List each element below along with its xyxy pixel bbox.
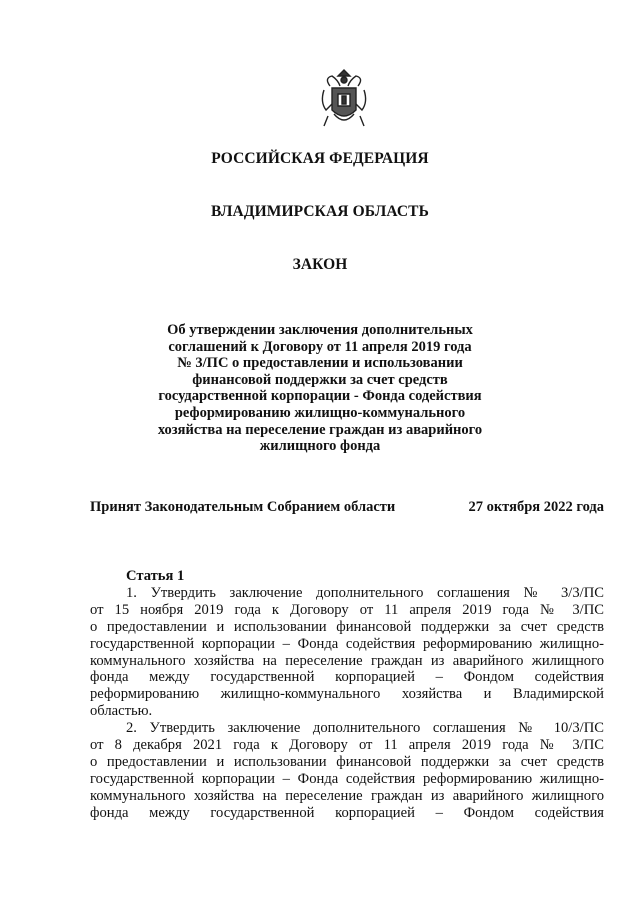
paragraph-2 [90, 720, 604, 821]
paragraph-line: государственной корпорации – Фонда содействия реформированию жилищно- [90, 770, 604, 787]
law-title-line: жилищного фонда [259, 438, 381, 455]
paragraph-line: коммунального хозяйства на переселение граждан из аварийного жилищного [90, 787, 604, 804]
adoption-date: 27 октября 2022 года [468, 499, 604, 515]
paragraph-line: областью. [90, 703, 153, 720]
law-title-line: № 3/ПС о предоставлении и использовании [177, 355, 463, 372]
paragraph-line: о предоставлении и использовании финансовой поддержки за счет средств [90, 753, 604, 770]
law-title-line: государственной корпорации - Фонда содействия [158, 388, 482, 405]
document-type-heading: ЗАКОН [292, 256, 348, 273]
law-title-line: соглашений к Договору от 11 апреля 2019 года [168, 338, 472, 355]
paragraph-line: коммунального хозяйства на переселение граждан из аварийного жилищного [90, 652, 604, 669]
law-title-line: Об утверждении заключения дополнительных [167, 322, 473, 338]
paragraph-line: фонда между государственной корпорацией – Фондом содействия [90, 669, 604, 686]
law-title-line: реформированию жилищно-коммунального [174, 404, 466, 421]
paragraph-line: фонда между государственной корпорацией – Фондом содействия [90, 804, 604, 821]
coat-of-arms-emblem [318, 68, 370, 130]
law-title-line: финансовой поддержки за счет средств [192, 371, 448, 388]
paragraph-line: от 8 декабря 2021 года к Договору от 11 апреля 2019 года № 3/ПС [90, 737, 604, 754]
paragraph-line: 1. Утвердить заключение дополнительного соглашения № 3/3/ПС [126, 584, 604, 601]
paragraph-line: государственной корпорации – Фонда содействия реформированию жилищно- [90, 635, 604, 652]
paragraph-1 [90, 585, 604, 720]
paragraph-line: 2. Утвердить заключение дополнительного соглашения № 10/3/ПС [126, 720, 604, 737]
paragraph-line: реформированию жилищно-коммунального хозяйства и Владимирской [90, 686, 604, 703]
country-heading: РОССИЙСКАЯ ФЕДЕРАЦИЯ [211, 150, 429, 167]
law-title [150, 322, 490, 455]
article-body [90, 568, 604, 822]
paragraph-line: о предоставлении и использовании финансовой поддержки за счет средств [90, 618, 604, 635]
region-heading: ВЛАДИМИРСКАЯ ОБЛАСТЬ [211, 203, 429, 220]
article-heading: Статья 1 [126, 568, 185, 584]
adopting-body: Принят Законодательным Собранием области [90, 499, 396, 515]
paragraph-line: от 15 ноября 2019 года к Договору от 11 апреля 2019 года № 3/ПС [90, 601, 604, 618]
law-title-line: хозяйства на переселение граждан из аварийного [157, 421, 483, 438]
adoption-line [90, 499, 604, 516]
